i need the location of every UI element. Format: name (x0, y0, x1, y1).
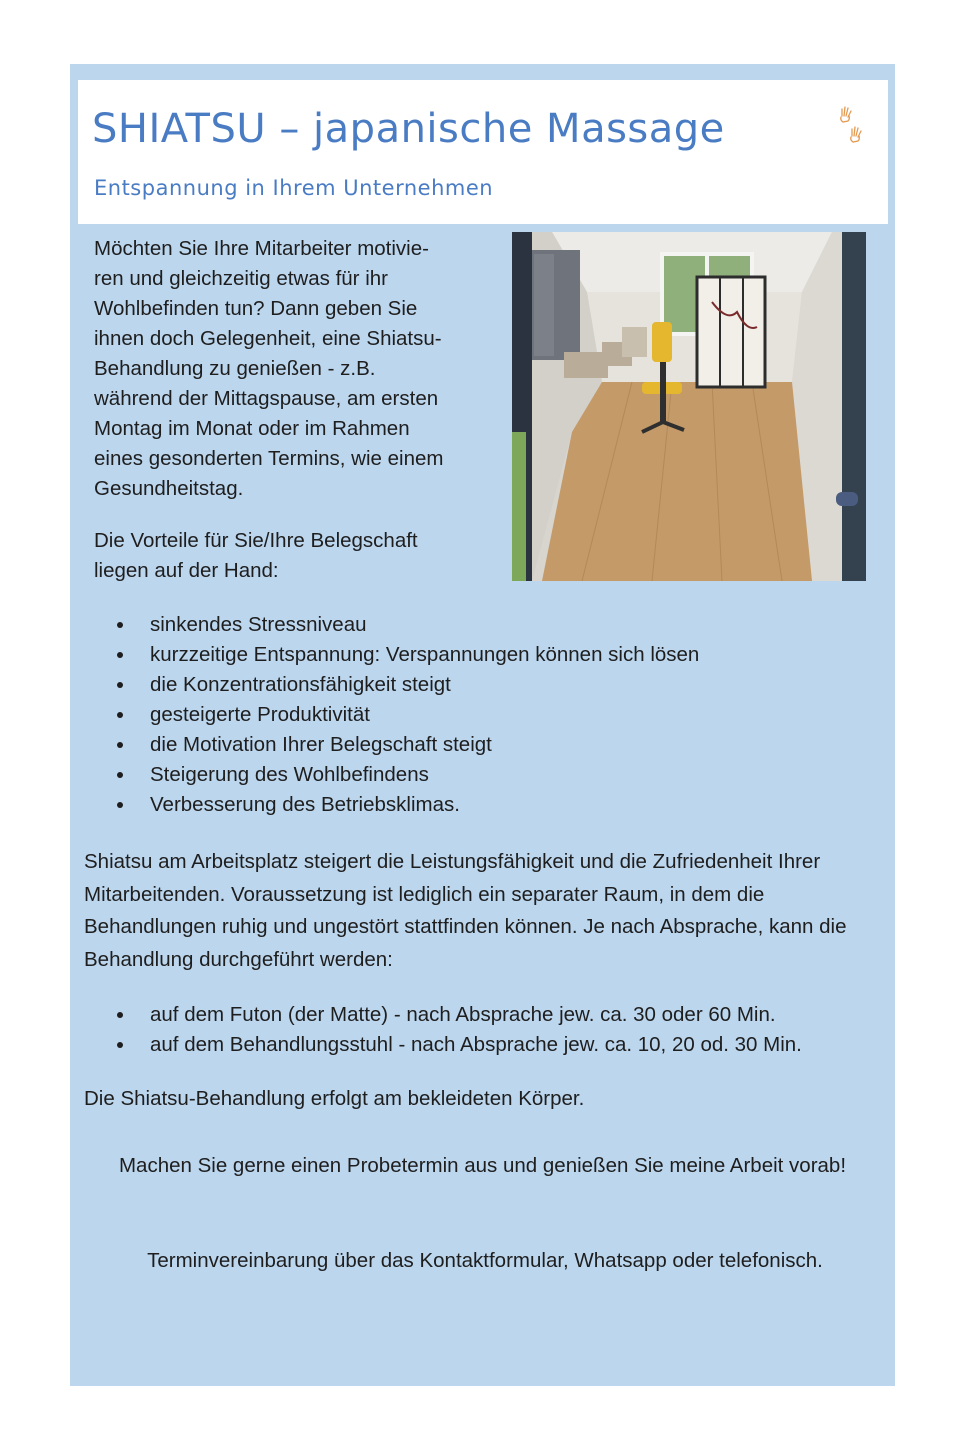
list-item: auf dem Futon (der Matte) - nach Absprache jew. ca. 30 oder 60 Min. (114, 1000, 802, 1030)
list-item: kurzzeitige Entspannung: Verspannungen können sich lösen (114, 640, 699, 670)
flyer-panel (70, 64, 895, 1386)
list-item: die Konzentrationsfähigkeit steigt (114, 670, 699, 700)
clothed-note: Die Shiatsu-Behandlung erfolgt am bekleideten Körper. (84, 1087, 585, 1110)
advantages-intro: Die Vorteile für Sie/Ihre Belegschaft liegen auf der Hand: (94, 529, 418, 582)
advantages-list (114, 610, 699, 820)
list-item: Steigerung des Wohlbefindens (114, 760, 699, 790)
header-box (78, 80, 888, 224)
page-title: SHIATSU – japanische Massage (92, 106, 725, 152)
trial-note: Machen Sie gerne einen Probetermin aus und genießen Sie meine Arbeit vorab! (118, 1154, 847, 1177)
workplace-paragraph: Shiatsu am Arbeitsplatz steigert die Leistungsfähigkeit und die Zufriedenheit Ihrer Mitarbeitenden. Voraussetzung ist lediglich ein separater Raum, in dem die Behandlungen ruhig und ungestört stattfinden können. Je nach Absprache, kann die Behandlung durchgeführt werden: (84, 850, 847, 971)
list-item: Verbesserung des Betriebsklimas. (114, 790, 699, 820)
booking-note: Terminvereinbarung über das Kontaktformular, Whatsapp oder telefonisch. (147, 1249, 823, 1272)
page-subtitle: Entspannung in Ihrem Unternehmen (94, 176, 494, 200)
list-item: auf dem Behandlungsstuhl - nach Absprache jew. ca. 10, 20 od. 30 Min. (114, 1030, 802, 1060)
treatment-room-photo (512, 232, 866, 581)
hands-icon (836, 100, 866, 144)
list-item: sinkendes Stressniveau (114, 610, 699, 640)
list-item: die Motivation Ihrer Belegschaft steigt (114, 730, 699, 760)
intro-text: Möchten Sie Ihre Mitarbeiter motivie- ren und gleichzeitig etwas für ihr Wohlbefinden tun? Dann geben Sie ihnen doch Gelegenheit, eine Shiatsu- Behandlung zu genießen - z.B. während der Mittagspause, am ersten Montag im Monat oder im Rahmen eines gesonderten Termins, wie einem Gesundheitstag. (94, 237, 444, 500)
list-item: gesteigerte Produktivität (114, 700, 699, 730)
treatment-options-list (114, 1000, 802, 1060)
